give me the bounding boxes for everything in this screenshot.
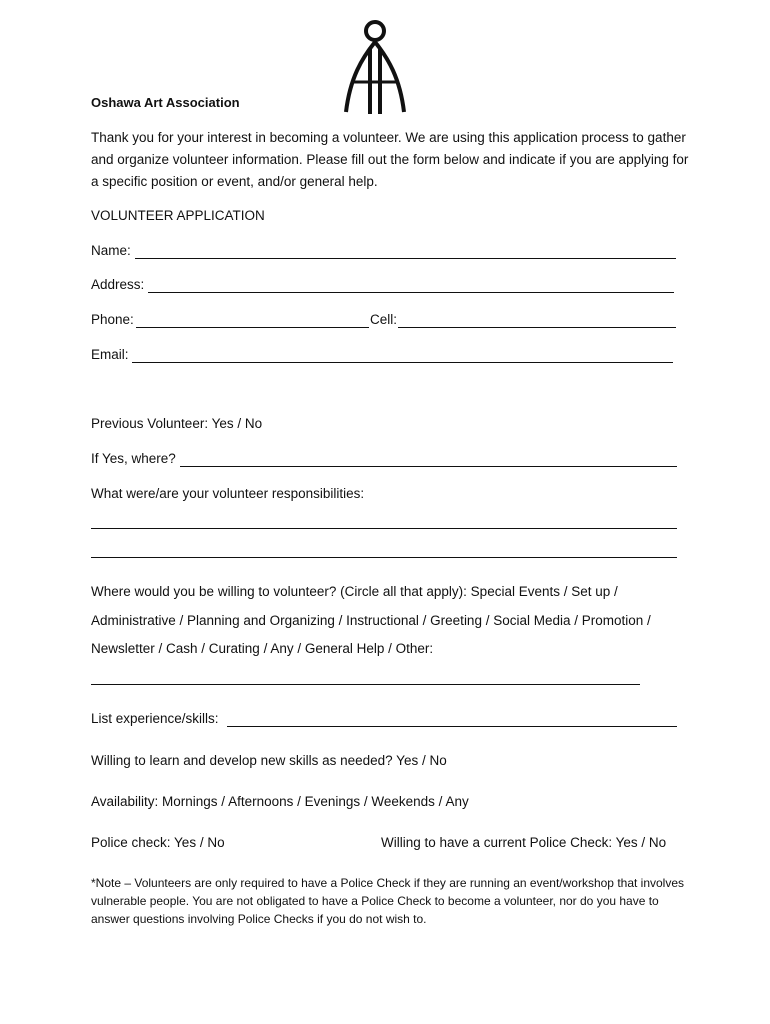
where-willing-line-1[interactable]: Where would you be willing to volunteer? (Circle all that apply): Special Events / Set up / [91,584,618,599]
cell-label: Cell: [370,312,398,327]
address-label: Address: [91,277,145,292]
phone-field[interactable] [136,327,369,328]
where-willing-line-2[interactable]: Administrative / Planning and Organizing / Instructional / Greeting / Social Media / Promotion / [91,613,651,628]
experience-label: List experience/skills: [91,711,219,726]
police-check-note: *Note – Volunteers are only required to have a Police Check if they are running an event/workshop that involves vulnerable people. You are not obligated to have a Police Check to become a volunteer, nor do you have to answer questions involving Police Checks if you do not wish to. [91,876,685,926]
availability-question[interactable]: Availability: Mornings / Afternoons / Evenings / Weekends / Any [91,794,469,809]
cell-field[interactable] [398,327,676,328]
police-check-question[interactable]: Police check: Yes / No [91,835,225,850]
other-field[interactable] [91,684,640,685]
email-field[interactable] [132,362,673,363]
phone-label: Phone: [91,312,134,327]
responsibilities-field-line-2[interactable] [91,557,677,558]
where-willing-line-3[interactable]: Newsletter / Cash / Curating / Any / General Help / Other: [91,641,434,656]
responsibilities-field-line-1[interactable] [91,528,677,529]
address-field[interactable] [148,292,674,293]
previous-volunteer-question[interactable]: Previous Volunteer: Yes / No [91,416,263,431]
willing-learn-question[interactable]: Willing to learn and develop new skills as needed? Yes / No [91,753,447,768]
oaa-figure-logo-icon [342,18,408,116]
if-yes-where-field[interactable] [180,466,677,467]
name-field[interactable] [135,258,676,259]
form-title: VOLUNTEER APPLICATION [91,208,265,223]
experience-field[interactable] [227,726,677,727]
if-yes-where-label: If Yes, where? [91,451,176,466]
willing-police-check-question[interactable]: Willing to have a current Police Check: Yes / No [381,835,667,850]
email-label: Email: [91,347,129,362]
name-label: Name: [91,243,131,258]
org-name: Oshawa Art Association [91,95,240,110]
intro-paragraph: Thank you for your interest in becoming a volunteer. We are using this application process to gather and organize volunteer information. Please fill out the form below and indicate if you are applying for a specific position or event, and/or general help. [91,130,689,189]
responsibilities-label: What were/are your volunteer responsibilities: [91,486,365,501]
